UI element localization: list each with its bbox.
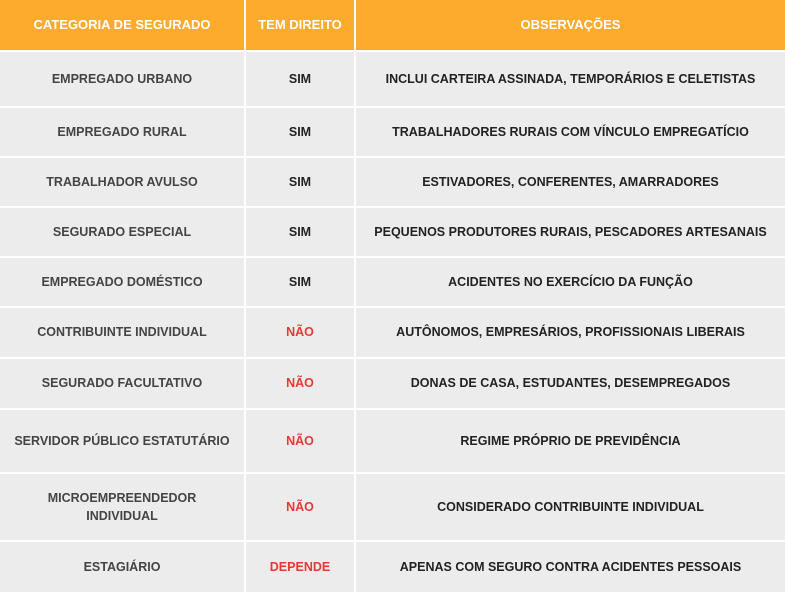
row-3-category: TRABALHADOR AVULSO [0, 158, 246, 208]
row-2-notes: TRABALHADORES RURAIS COM VÍNCULO EMPREGATÍCIO [356, 108, 785, 158]
row-7-category: SEGURADO FACULTATIVO [0, 359, 246, 410]
row-2-entitled: SIM [246, 108, 356, 158]
header-notes: OBSERVAÇÕES [356, 0, 785, 52]
header-entitled: TEM DIREITO [246, 0, 356, 52]
row-8-notes: REGIME PRÓPRIO DE PREVIDÊNCIA [356, 410, 785, 474]
row-3-entitled: SIM [246, 158, 356, 208]
row-5-category: EMPREGADO DOMÉSTICO [0, 258, 246, 308]
row-4-category: SEGURADO ESPECIAL [0, 208, 246, 258]
row-6-notes: AUTÔNOMOS, EMPRESÁRIOS, PROFISSIONAIS LIBERAIS [356, 308, 785, 359]
row-10-entitled: DEPENDE [246, 542, 356, 592]
row-8-category: SERVIDOR PÚBLICO ESTATUTÁRIO [0, 410, 246, 474]
row-1-category: EMPREGADO URBANO [0, 52, 246, 108]
row-9-entitled: NÃO [246, 474, 356, 542]
row-4-notes: PEQUENOS PRODUTORES RURAIS, PESCADORES ARTESANAIS [356, 208, 785, 258]
row-1-notes: INCLUI CARTEIRA ASSINADA, TEMPORÁRIOS E CELETISTAS [356, 52, 785, 108]
row-7-notes: DONAS DE CASA, ESTUDANTES, DESEMPREGADOS [356, 359, 785, 410]
row-5-notes: ACIDENTES NO EXERCÍCIO DA FUNÇÃO [356, 258, 785, 308]
row-1-entitled: SIM [246, 52, 356, 108]
row-6-category: CONTRIBUINTE INDIVIDUAL [0, 308, 246, 359]
row-2-category: EMPREGADO RURAL [0, 108, 246, 158]
row-5-entitled: SIM [246, 258, 356, 308]
row-7-entitled: NÃO [246, 359, 356, 410]
row-9-notes: CONSIDERADO CONTRIBUINTE INDIVIDUAL [356, 474, 785, 542]
header-category: CATEGORIA DE SEGURADO [0, 0, 246, 52]
row-4-entitled: SIM [246, 208, 356, 258]
row-9-category: MICROEMPREENDEDOR INDIVIDUAL [0, 474, 246, 542]
row-10-category: ESTAGIÁRIO [0, 542, 246, 592]
row-6-entitled: NÃO [246, 308, 356, 359]
row-3-notes: ESTIVADORES, CONFERENTES, AMARRADORES [356, 158, 785, 208]
row-10-notes: APENAS COM SEGURO CONTRA ACIDENTES PESSOAIS [356, 542, 785, 592]
row-8-entitled: NÃO [246, 410, 356, 474]
